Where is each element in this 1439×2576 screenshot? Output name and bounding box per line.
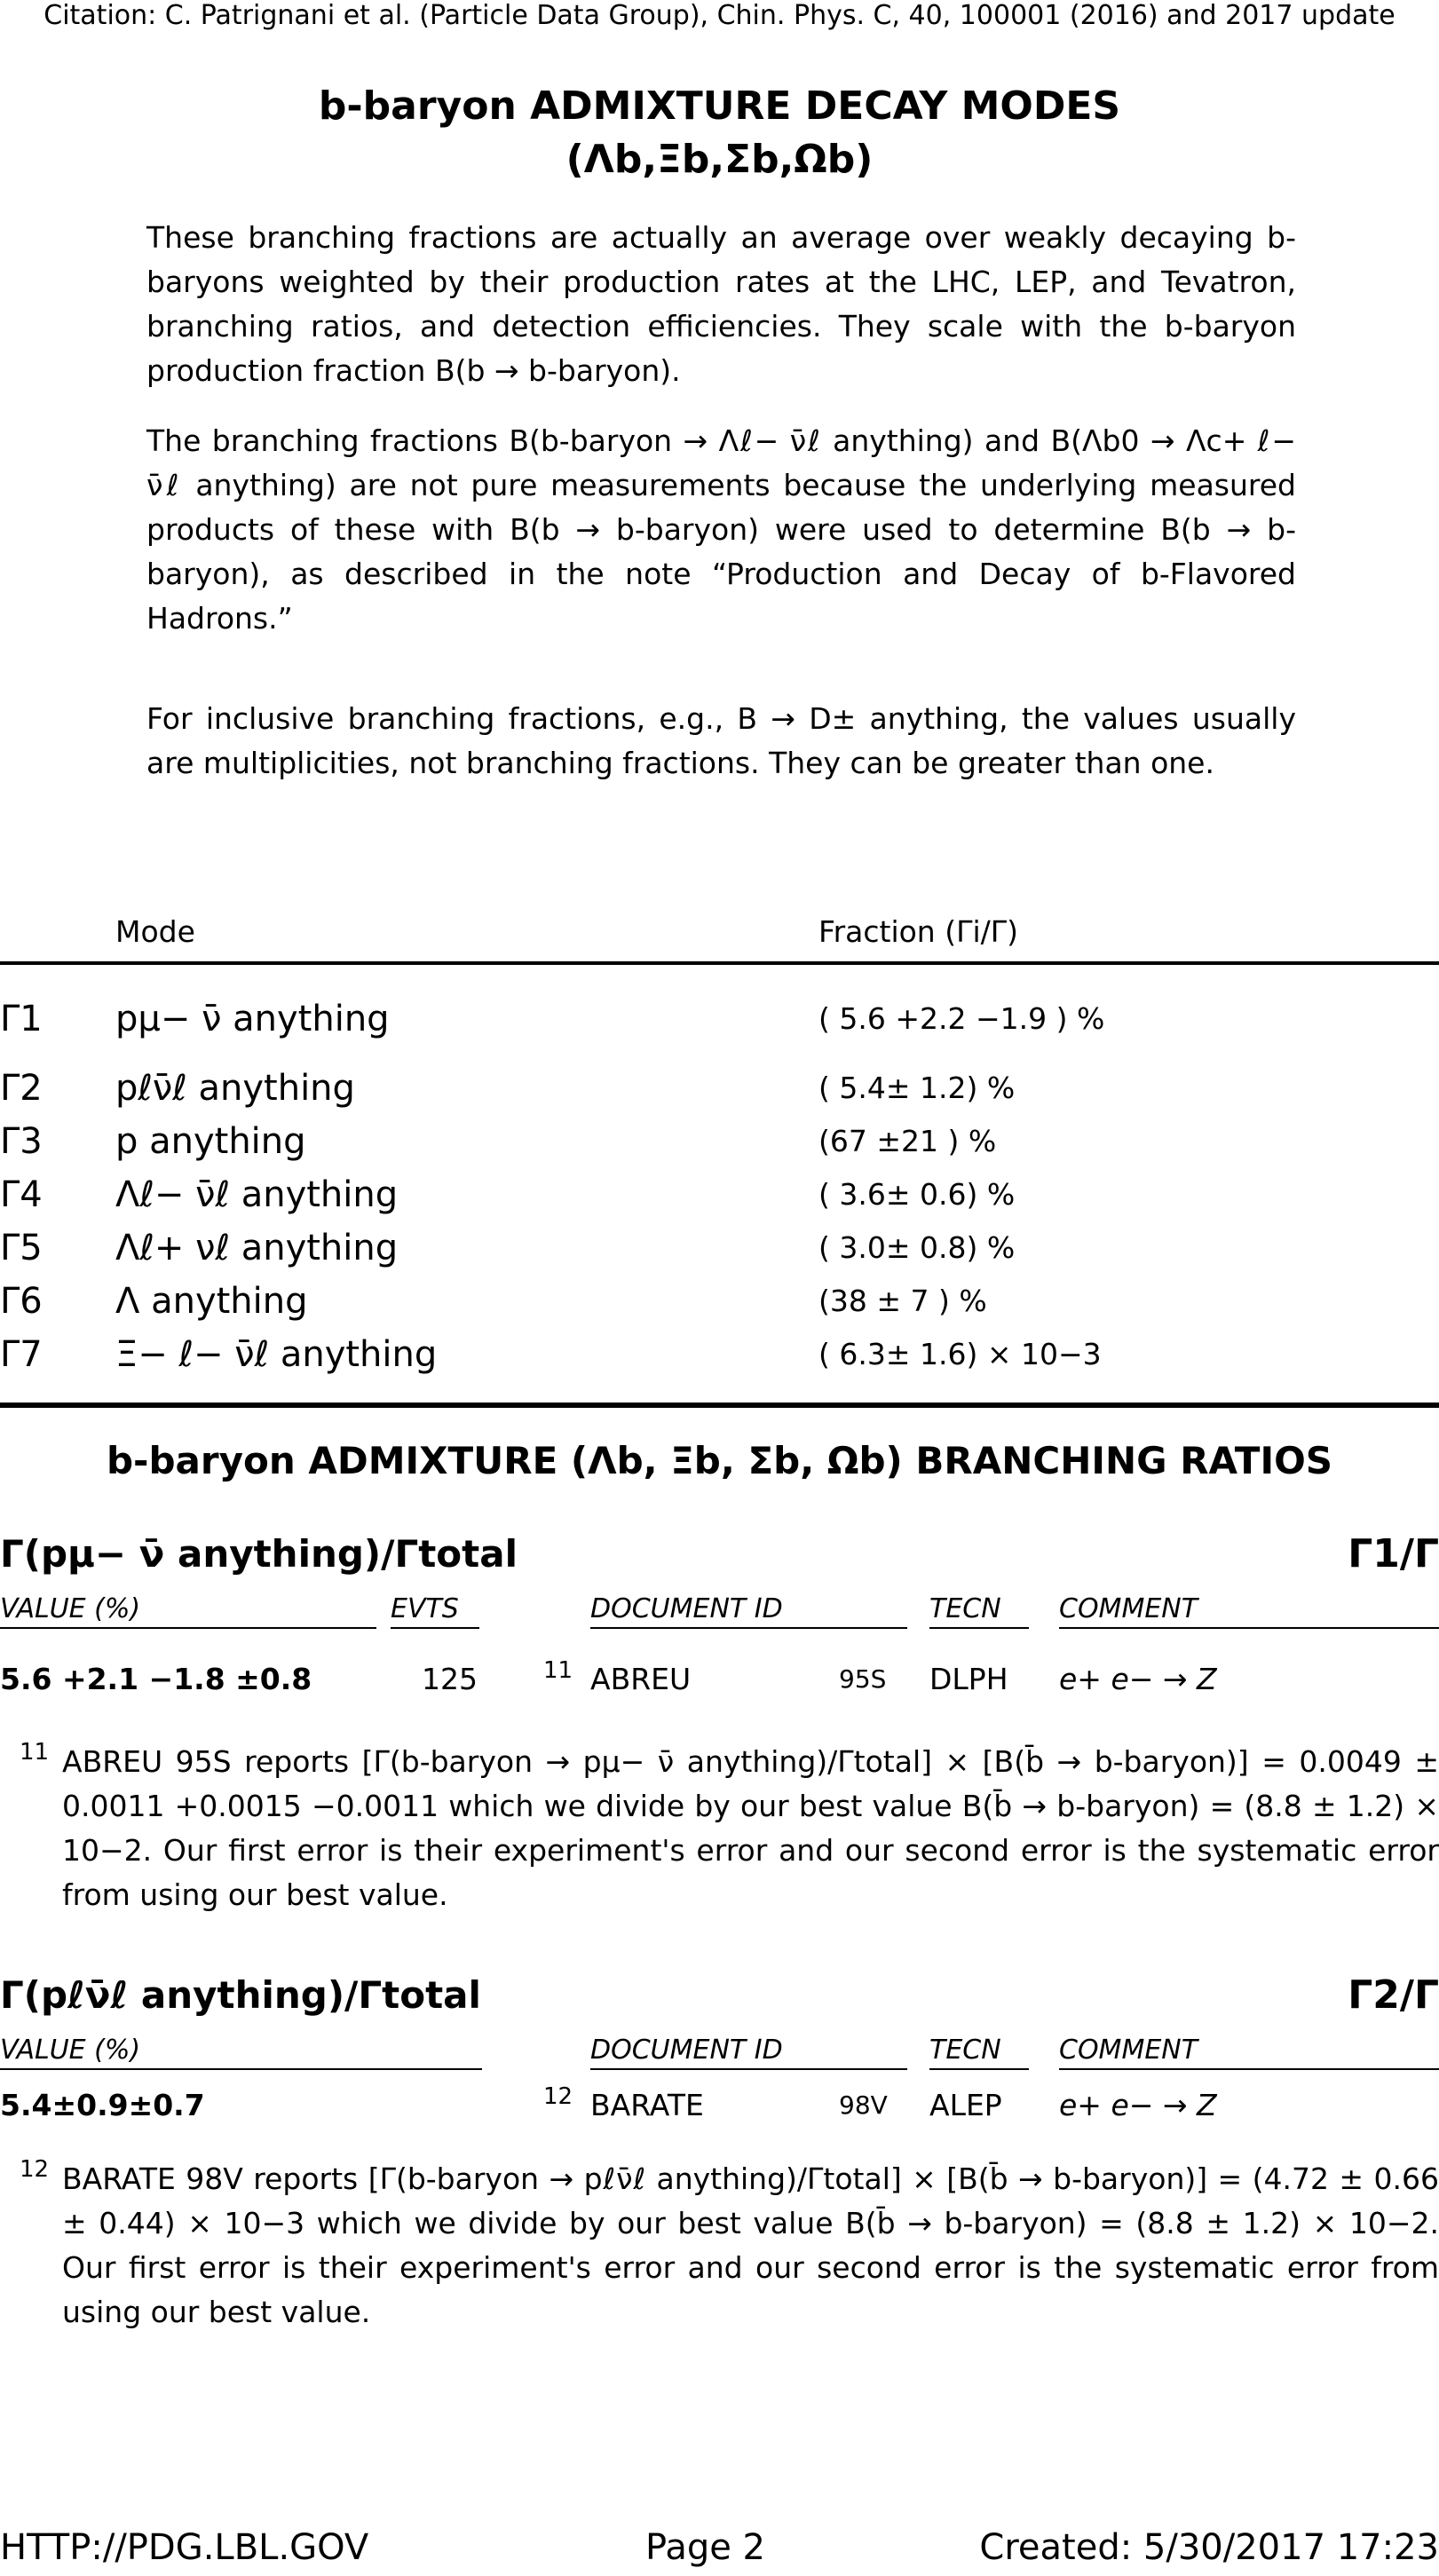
mode-name: Ξ− ℓ− ν̄ℓ anything (115, 1334, 438, 1375)
mode-fraction: ( 3.0± 0.8) % (818, 1230, 1016, 1265)
document-id-underline (590, 1627, 907, 1629)
gamma-label: Γ1 (0, 999, 43, 1039)
citation: Citation: C. Patrignani et al. (Particle Data Group), Chin. Phys. C, 40, 100001 (2016) and 2017 update (43, 0, 1396, 31)
measurement-2-footnote-ref: 12 (543, 2083, 573, 2110)
tecn-underline (929, 2068, 1029, 2070)
measurement-2-year: 98V (839, 2090, 888, 2120)
footnote-12: BARATE 98V reports [Γ(b-baryon → pℓν̄ℓ anything)/Γtotal] × [B(b̄ → b-baryon)] = (4.72 ± 0.66 ± 0.44) × 10−3 which we divide by our best value B(b̄ → b-baryon) = (8.8 ± 1.2) × 10−2. Our first error is their experiment's error and our second error is the systematic error from using our best value. (62, 2161, 1439, 2329)
mode-name: Λℓ− ν̄ℓ anything (115, 1174, 399, 1215)
value-column-header: VALUE (%) (0, 2035, 141, 2066)
measurement-2-comment: e+ e− → Z (1059, 2088, 1217, 2122)
mode-row-4 (0, 1170, 1439, 1223)
comment-column-header: COMMENT (1059, 1593, 1198, 1624)
fraction-column-header: Fraction (Γi/Γ) (818, 914, 1019, 949)
measurement-1-tecn: DLPH (929, 1662, 1008, 1696)
title-line1: b-baryon ADMIXTURE DECAY MODES (318, 83, 1121, 129)
footnote-12-marker: 12 (20, 2156, 50, 2183)
gamma-label: Γ3 (0, 1121, 43, 1162)
value-column-header: VALUE (%) (0, 1593, 141, 1624)
measurement-1-document-id: ABREU (590, 1662, 692, 1696)
mode-name: Λ anything (115, 1281, 308, 1322)
measurement-1-title: Γ(pμ− ν̄ anything)/Γtotal (0, 1532, 518, 1576)
measurement-2-document-id: BARATE (590, 2088, 704, 2122)
page-title (0, 82, 1439, 131)
mode-name: Λℓ+ νℓ anything (115, 1228, 399, 1268)
mode-row-2 (0, 1063, 1439, 1117)
value-underline (0, 1627, 376, 1629)
measurement-2-ratio: Γ2/Γ (1348, 1972, 1439, 2018)
mode-fraction: ( 3.6± 0.6) % (818, 1177, 1016, 1212)
footer-created: Created: 5/30/2017 17:23 (979, 2527, 1439, 2568)
intro-paragraph-2: The branching fractions B(b-baryon → Λℓ− ν̄ℓ anything) and B(Λb0 → Λc+ ℓ− ν̄ℓ anything) are not pure measurements because the underlying measured products of these with B(b → b-baryon) were used to determine B(b → b-baryon), as described in the note “Production and Decay of b-Flavored Hadrons.” (146, 423, 1296, 636)
measurement-1-ratio: Γ1/Γ (1348, 1531, 1439, 1576)
measurement-1-footnote-ref: 11 (543, 1657, 573, 1684)
mode-row-3 (0, 1117, 1439, 1170)
mode-row-1 (0, 994, 1439, 1047)
mode-fraction: ( 5.6 +2.2 −1.9 ) % (818, 1001, 1105, 1036)
document-id-column-header: DOCUMENT ID (590, 1593, 783, 1624)
mode-row-7 (0, 1330, 1439, 1383)
mode-row-6 (0, 1276, 1439, 1330)
evts-underline (391, 1627, 479, 1629)
measurement-2-title: Γ(pℓν̄ℓ anything)/Γtotal (0, 1973, 481, 2017)
gamma-label: Γ6 (0, 1281, 43, 1322)
intro-paragraph-1: These branching fractions are actually an average over weakly decaying b-baryons weighted by their production rates at the LHC, LEP, and Tevatron, branching ratios, and detection efficiencies. They scale with the b-baryon production fraction B(b → b-baryon). (146, 220, 1296, 388)
value-underline (0, 2068, 482, 2070)
comment-column-header: COMMENT (1059, 2035, 1198, 2066)
page-subtitle (0, 135, 1439, 185)
footnote-11-marker: 11 (20, 1739, 50, 1766)
tecn-underline (929, 1627, 1029, 1629)
footer-page: Page 2 (645, 2527, 765, 2568)
footer-url: HTTP://PDG.LBL.GOV (0, 2527, 369, 2568)
tecn-column-header: TECN (929, 1593, 1001, 1624)
measurement-2-tecn: ALEP (929, 2088, 1002, 2122)
gamma-label: Γ2 (0, 1068, 43, 1109)
comment-underline (1059, 2068, 1439, 2070)
mode-fraction: ( 5.4± 1.2) % (818, 1071, 1016, 1105)
mode-column-header: Mode (115, 914, 195, 949)
mode-fraction: (38 ± 7 ) % (818, 1284, 987, 1318)
comment-underline (1059, 1627, 1439, 1629)
mode-fraction: ( 6.3± 1.6) × 10−3 (818, 1337, 1102, 1371)
gamma-label: Γ4 (0, 1174, 43, 1215)
mode-name: pℓν̄ℓ anything (115, 1068, 355, 1109)
measurement-1-comment: e+ e− → Z (1059, 1662, 1217, 1696)
table-header-rule (0, 961, 1439, 965)
intro-paragraph-3: For inclusive branching fractions, e.g., B → D± anything, the values usually are multiplicities, not branching fractions. They can be greater than one. (146, 701, 1296, 780)
measurement-2-value: 5.4±0.9±0.7 (0, 2088, 205, 2122)
title-line2: (Λb,Ξb,Σb,Ωb) (565, 137, 874, 182)
table-bottom-rule (0, 1403, 1439, 1408)
tecn-column-header: TECN (929, 2035, 1001, 2066)
footnote-11: ABREU 95S reports [Γ(b-baryon → pμ− ν̄ anything)/Γtotal] × [B(b̄ → b-baryon)] = 0.0049 ± 0.0011 +0.0015 −0.0011 which we divide by our best value B(b̄ → b-baryon) = (8.8 ± 1.2) × 10−2. Our first error is their experiment's error and our second error is the systematic error from using our best value. (62, 1744, 1439, 1912)
branching-ratios-title: b-baryon ADMIXTURE (Λb, Ξb, Σb, Ωb) BRANCHING RATIOS (106, 1439, 1333, 1482)
gamma-label: Γ7 (0, 1334, 43, 1375)
measurement-1-value: 5.6 +2.1 −1.8 ±0.8 (0, 1662, 312, 1696)
measurement-1-evts: 125 (422, 1662, 478, 1696)
evts-column-header: EVTS (391, 1593, 459, 1624)
document-id-underline (590, 2068, 907, 2070)
document-id-column-header: DOCUMENT ID (590, 2035, 783, 2066)
measurement-1-year: 95S (839, 1664, 887, 1694)
mode-fraction: (67 ±21 ) % (818, 1124, 997, 1158)
gamma-label: Γ5 (0, 1228, 43, 1268)
mode-row-5 (0, 1223, 1439, 1276)
mode-name: p anything (115, 1121, 306, 1162)
mode-name: pμ− ν̄ anything (115, 999, 390, 1039)
